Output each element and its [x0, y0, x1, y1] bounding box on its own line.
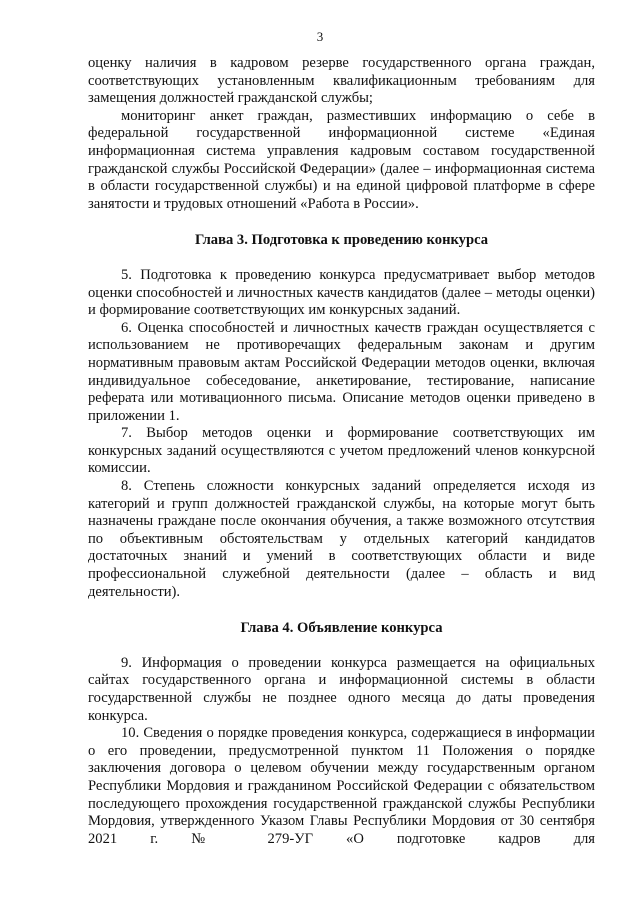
paragraph-8: 8. Степень сложности конкурсных заданий определяется исходя из категорий и групп должностей гражданской службы, на которые могут быть назначены граждане после окончания обучения, а также возможного отсутствия по объективным обстоятельствам у отдельных категорий кандидатов достаточных знаний и умений в соответствующих области и виде профессиональной служебной деятельности (далее – область и вид деятельности). [88, 478, 595, 600]
paragraph-7: 7. Выбор методов оценки и формирование соответствующих им конкурсных заданий осуществляются с учетом предложений членов конкурсной комиссии. [88, 425, 595, 477]
chapter-3-title: Глава 3. Подготовка к проведению конкурса [194, 232, 489, 249]
paragraph-continuation: оценку наличия в кадровом резерве государственного органа граждан, соответствующих установленным квалификационным требованиям для замещения должностей гражданской службы; [88, 55, 595, 107]
paragraph-10: 10. Сведения о порядке проведения конкурса, содержащиеся в информации о его проведении, предусмотренной пунктом 11 Положения о порядке заключения договора о целевом обучении между государственным органом Республики Мордовия и гражданином Российской Федерации с обязательством последующего прохождения государственной гражданской службы Республики Мордовия, утвержденного Указом Главы Республики Мордовия от 30 сентября 2021 г. № 279-УГ «О подготовке кадров для [88, 725, 595, 847]
page-number: 3 [316, 29, 324, 44]
chapter-4-title: Глава 4. Объявление конкурса [240, 620, 443, 637]
paragraph-monitoring: мониторинг анкет граждан, разместивших информацию о себе в федеральной государственной информационной системе «Единая информационная система управления кадровым составом государственной гражданской службы Российской Федерации» (далее – информационная система в области государственной службы) и на единой цифровой платформе в сфере занятости и трудовых отношений «Работа в России». [88, 107, 595, 212]
paragraph-6: 6. Оценка способностей и личностных качеств граждан осуществляется с использованием не противоречащих федеральным законам и другим нормативным правовым актам Российской Федерации методов оценки, включая индивидуальное собеседование, анкетирование, тестирование, написание реферата или мотивационного письма. Описание методов оценки приведено в приложении 1. [88, 319, 595, 424]
document-body [88, 55, 595, 848]
paragraph-9: 9. Информация о проведении конкурса размещается на официальных сайтах государственного органа и информационной системы в области государственной службы не позднее одного месяца до даты проведения конкурса. [88, 654, 595, 724]
paragraph-5: 5. Подготовка к проведению конкурса предусматривает выбор методов оценки способностей и личностных качеств кандидатов (далее – методы оценки) и формирование соответствующих им конкурсных заданий. [88, 266, 595, 319]
